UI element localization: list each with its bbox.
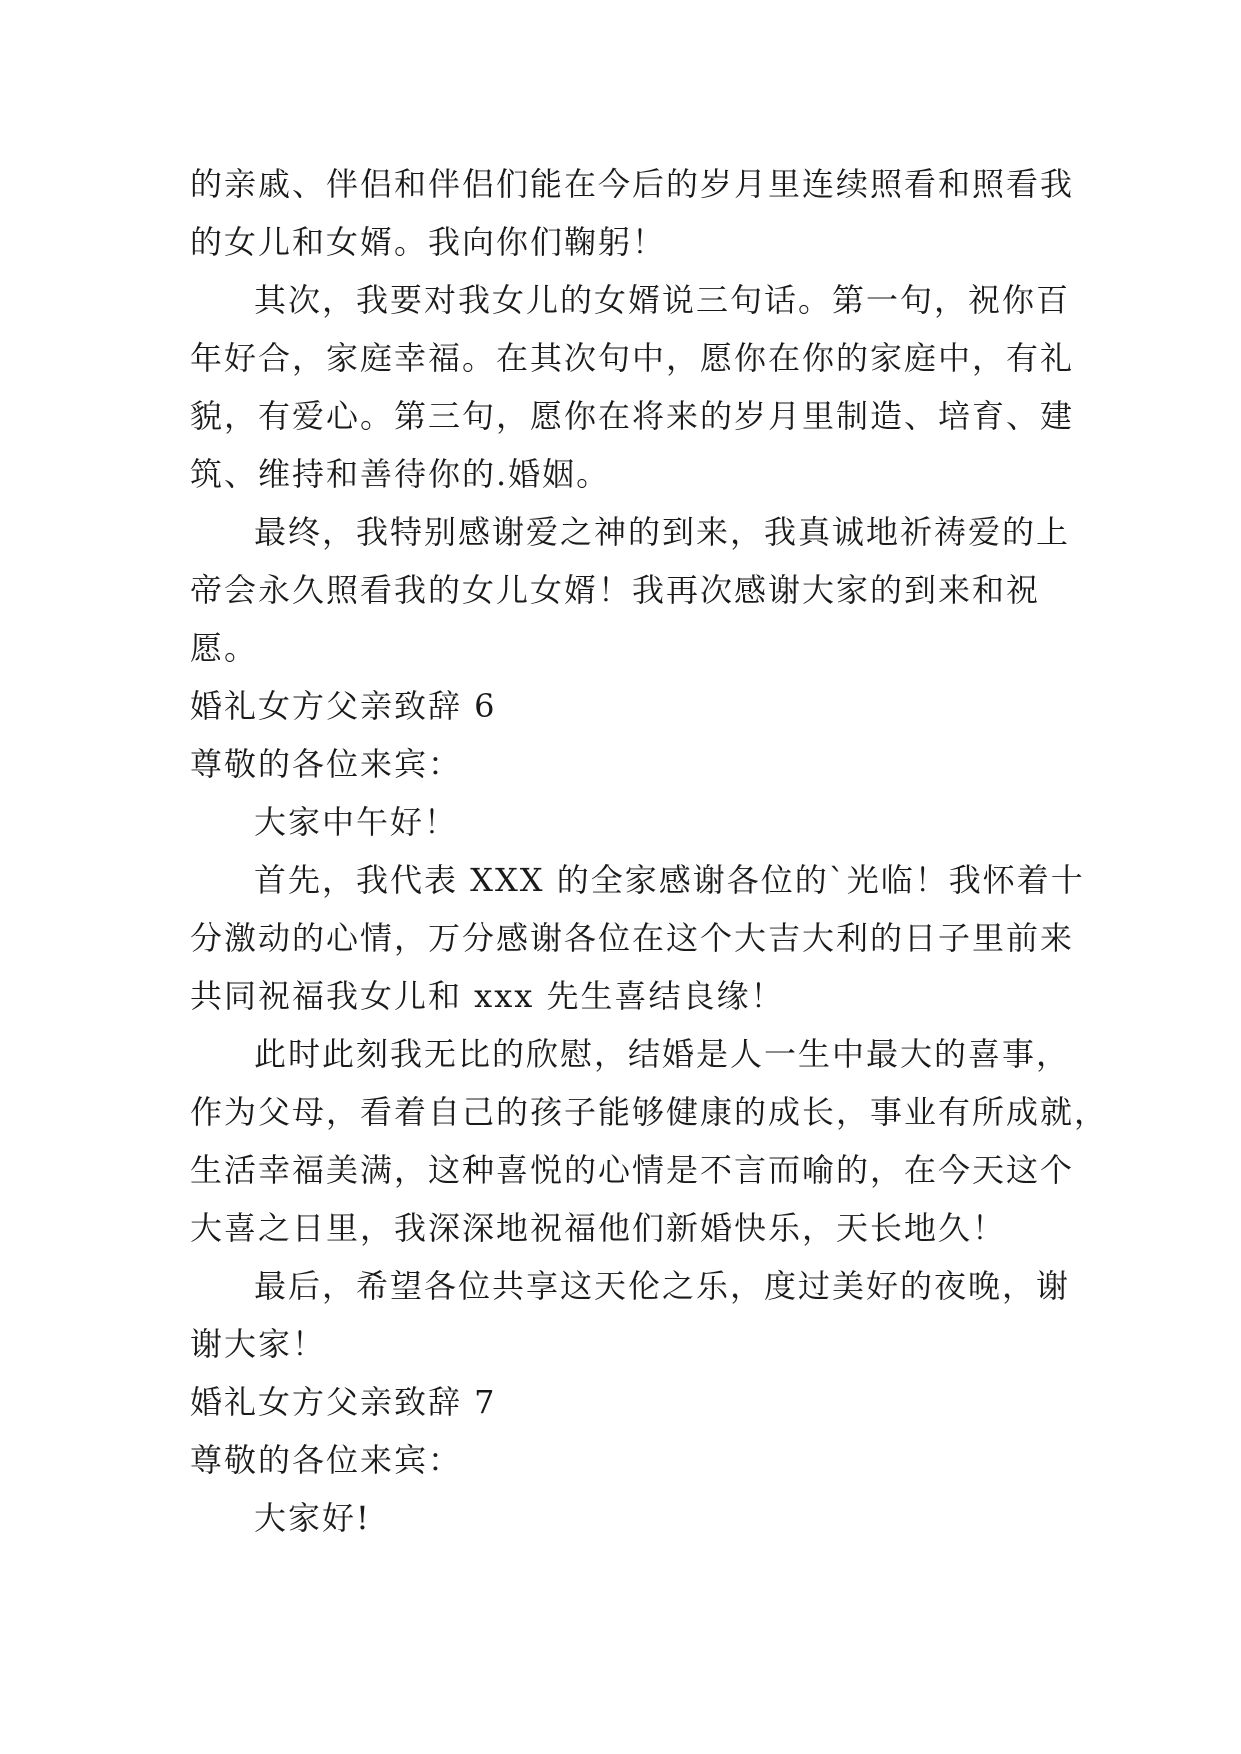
text-line: 尊敬的各位来宾： [190, 745, 463, 783]
text-line: 的亲戚、伴侣和伴侣们能在今后的岁月里连续照看和照看我 [190, 165, 1075, 203]
text-line: 此时此刻我无比的欣慰，结婚是人一生中最大的喜事， [254, 1035, 1071, 1073]
text-line: 分激动的心情，万分感谢各位在这个大吉大利的日子里前来 [190, 919, 1075, 957]
paragraph [190, 851, 1085, 1025]
section-heading [190, 677, 1050, 735]
text-line: 谢大家！ [190, 1325, 327, 1363]
text-line: 作为父母，看着自己的孩子能够健康的成长，事业有所成就， [190, 1093, 1109, 1131]
paragraph [190, 271, 1075, 503]
text-line: 帝会永久照看我的女儿女婿！我再次感谢大家的到来和祝 [190, 571, 1041, 609]
paragraph [190, 1025, 1109, 1257]
text-line: 首先，我代表 XXX 的全家感谢各位的`光临！我怀着十 [254, 861, 1085, 899]
text-line: 其次，我要对我女儿的女婿说三句话。第一句，祝你百 [254, 281, 1071, 319]
text-line: 大家中午好！ [254, 803, 459, 841]
greeting [190, 1489, 1050, 1547]
greeting [190, 793, 1050, 851]
paragraph [190, 1257, 1071, 1373]
heading-text: 婚礼女方父亲致辞 6 [190, 687, 497, 725]
text-line: 最后，希望各位共享这天伦之乐，度过美好的夜晚，谢 [254, 1267, 1071, 1305]
text-line: 貌，有爱心。第三句，愿你在将来的岁月里制造、培育、建 [190, 397, 1075, 435]
text-line: 筑、维持和善待你的.婚姻。 [190, 455, 611, 493]
text-line: 最终，我特别感谢爱之神的到来，我真诚地祈祷爱的上 [254, 513, 1071, 551]
text-line: 大家好! [254, 1499, 371, 1537]
salutation [190, 735, 1050, 793]
salutation [190, 1431, 1050, 1489]
text-line: 生活幸福美满，这种喜悦的心情是不言而喻的，在今天这个 [190, 1151, 1075, 1189]
text-line: 大喜之日里，我深深地祝福他们新婚快乐，天长地久！ [190, 1209, 1007, 1247]
section-heading [190, 1373, 1050, 1431]
text-line: 尊敬的各位来宾： [190, 1441, 463, 1479]
paragraph [190, 503, 1071, 677]
text-line: 愿。 [190, 629, 259, 667]
text-line: 的女儿和女婿。我向你们鞠躬！ [190, 223, 667, 261]
document-body [190, 155, 1109, 1547]
text-line: 年好合，家庭幸福。在其次句中，愿你在你的家庭中，有礼 [190, 339, 1075, 377]
paragraph [190, 155, 1075, 271]
text-line: 共同祝福我女儿和 xxx 先生喜结良缘！ [190, 977, 785, 1015]
heading-text: 婚礼女方父亲致辞 7 [190, 1383, 497, 1421]
